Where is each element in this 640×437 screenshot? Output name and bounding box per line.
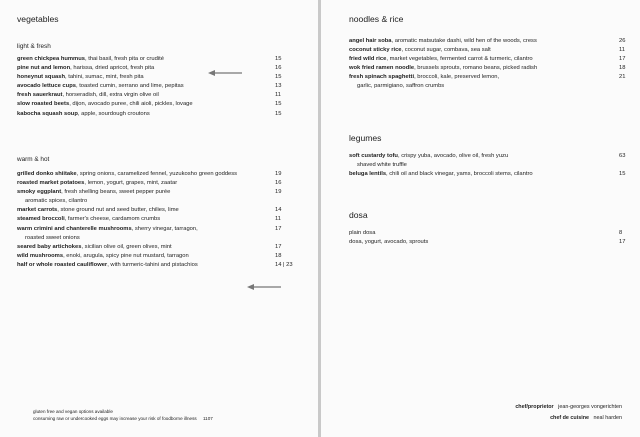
- menu-item-description: , crispy yuba, avocado, olive oil, fresh yuzu: [397, 153, 509, 159]
- menu-item-description: dosa, yogurt, avocado, sprouts: [349, 239, 429, 246]
- menu-item-line: [17, 243, 284, 252]
- menu-item-description: plain dosa: [349, 230, 376, 236]
- menu-item-price: 14 | 23: [275, 261, 293, 268]
- menu-item: [17, 82, 284, 91]
- menu-item-name: honeynut squash: [17, 74, 65, 81]
- menu-item-line: [17, 188, 284, 197]
- menu-item-line: [349, 55, 626, 64]
- menu-item-description: , coconut sugar, combava, sea salt: [401, 47, 491, 54]
- menu-item-price: 11: [275, 216, 282, 223]
- menu-item-description: , spring onions, caramelized fennel, yuzukosho green goddess: [76, 171, 238, 177]
- menu-item-description: , thai basil, fresh pita or crudité: [84, 56, 164, 62]
- menu-item-price: 8: [619, 230, 623, 236]
- menu-item-line: [349, 238, 626, 247]
- menu-item-name: pine nut and lemon: [17, 65, 71, 72]
- menu-item-line: [17, 91, 284, 100]
- menu-item-description: , tahini, sumac, mint, fresh pita: [65, 74, 144, 81]
- menu-item-name: wok fried ramen noodle: [349, 65, 415, 72]
- menu-item: [17, 100, 284, 109]
- health-warning-text: consuming raw or undercooked eggs may increase your risk of foodborne illness: [33, 416, 197, 421]
- menu-item-line: [349, 64, 626, 73]
- menu-item: [17, 179, 284, 188]
- chef-proprietor-credit: [515, 404, 622, 410]
- menu-item-description: , broccoli, kale, preserved lemon,: [414, 74, 500, 81]
- menu-item-line: [349, 73, 626, 82]
- menu-item-description: , toasted cumin, serrano and lime, pepitas: [75, 83, 184, 90]
- menu-item-price: 15: [275, 56, 282, 62]
- menu-item-description: , dijon, avocado puree, chili aioli, pickles, lovage: [69, 101, 193, 108]
- menu-item: [17, 252, 284, 261]
- menu-item-name: angel hair soba: [349, 38, 392, 44]
- menu-item-price: 17: [619, 239, 626, 246]
- menu-item-description: , apple, sourdough croutons: [77, 110, 150, 117]
- menu-item-price: 17: [275, 225, 282, 232]
- footer-dietary-note: gluten free and vegan options available: [33, 409, 113, 414]
- menu-item-description: , lemon, yogurt, grapes, mint, zaatar: [84, 180, 178, 187]
- menu-item-price: 15: [619, 171, 626, 178]
- menu-item-description: , stone ground nut and seed butter, chilies, lime: [57, 207, 179, 214]
- menu-item: [349, 229, 626, 238]
- menu-item-price: 11: [619, 47, 626, 54]
- menu-item-price: 15: [275, 110, 282, 117]
- menu-item-price: 19: [275, 189, 282, 196]
- menu-item-description: , horseradish, dill, extra virgin olive oil: [62, 92, 159, 99]
- menu-item: [349, 73, 626, 91]
- legumes-title: legumes: [349, 133, 382, 143]
- left-menu-page: [0, 0, 318, 437]
- menu-item-name: roasted market potatoes: [17, 180, 85, 187]
- menu-item-price: 14: [275, 207, 282, 214]
- menu-item-price: 15: [275, 101, 282, 108]
- menu-item-description: , farmer's cheese, cardamom crumbs: [64, 216, 161, 223]
- menu-item: [17, 206, 284, 215]
- menu-item: [349, 238, 626, 247]
- footer-health-warning: [33, 415, 213, 422]
- menu-item-description: , with turmeric-tahini and pistachios: [107, 261, 198, 268]
- menu-item-line: [17, 179, 284, 188]
- menu-item-name: avocado lettuce cups: [17, 83, 76, 90]
- legumes-list: [349, 152, 626, 179]
- menu-item-line: [17, 110, 284, 119]
- menu-item-description: , market vegetables, fermented carrot & turmeric, cilantro: [386, 56, 533, 63]
- menu-item: [349, 170, 626, 179]
- menu-item-price: 21: [619, 74, 626, 81]
- light-fresh-heading: light & fresh: [17, 43, 51, 50]
- right-menu-page: [321, 0, 640, 437]
- menu-item-price: 17: [619, 56, 626, 63]
- menu-item-price: 63: [619, 153, 626, 159]
- menu-item-name: beluga lentils: [349, 171, 387, 178]
- menu-item-description: , harissa, dried apricot, fresh pita: [70, 65, 155, 72]
- menu-item-name: green chickpea hummus: [17, 56, 85, 62]
- menu-item-price: 26: [619, 38, 626, 44]
- menu-item-line: [349, 229, 626, 238]
- menu-item-description: , chili oil and black vinegar, yams, broccoli stems, cilantro: [386, 171, 533, 178]
- menu-item-line: [17, 82, 284, 91]
- menu-item: [349, 46, 626, 55]
- menu-item-price: 18: [275, 252, 282, 259]
- cuisine-role: chef de cuisine: [550, 415, 590, 421]
- menu-item: [349, 37, 626, 46]
- menu-item-price: 19: [275, 171, 282, 177]
- menu-item-line: [349, 152, 626, 161]
- menu-item-name: soft custardy tofu: [349, 153, 398, 159]
- menu-item-price: 16: [275, 180, 282, 187]
- menu-item-name: fresh spinach spaghetti: [349, 74, 415, 81]
- menu-item-line: [17, 100, 284, 109]
- menu-item-price: 13: [275, 83, 282, 90]
- light-fresh-list: [17, 55, 284, 119]
- menu-item: [17, 225, 284, 243]
- menu-item-line: [17, 252, 284, 261]
- menu-item-name: slow roasted beets: [17, 101, 70, 108]
- menu-item-price: 16: [275, 65, 282, 72]
- menu-item-name: kabocha squash soup: [17, 110, 78, 117]
- menu-item: [349, 64, 626, 73]
- menu-item-continuation: garlic, parmigiano, saffron crumbs: [357, 83, 445, 90]
- warm-hot-list: [17, 170, 293, 270]
- menu-item-name: steamed broccoli: [17, 216, 65, 223]
- menu-item-name: grilled donko shiitake: [17, 171, 77, 177]
- menu-item-price: 18: [619, 65, 626, 72]
- menu-item-name: market carrots: [17, 207, 58, 214]
- menu-item: [17, 73, 284, 82]
- noodles-rice-list: [349, 37, 626, 92]
- proprietor-role: chef/proprietor: [515, 404, 554, 410]
- menu-item-line: [17, 73, 284, 82]
- proprietor-name: jean-georges vongerichten: [558, 404, 622, 410]
- menu-item-line: [17, 215, 284, 224]
- menu-item-price: 17: [275, 243, 282, 250]
- noodles-rice-title: noodles & rice: [349, 14, 404, 24]
- vegetables-title: vegetables: [17, 14, 59, 24]
- left-arrow-icon: [208, 70, 242, 76]
- menu-item-line: [17, 206, 284, 215]
- menu-item-price: 11: [275, 92, 282, 99]
- menu-item: [17, 188, 284, 206]
- menu-item-name: coconut sticky rice: [349, 47, 402, 54]
- dosa-title: dosa: [349, 210, 368, 220]
- menu-item: [17, 170, 284, 179]
- menu-item-description: , fresh shelling beans, sweet pepper purée: [61, 189, 171, 196]
- menu-item: [17, 215, 284, 224]
- warm-hot-heading: warm & hot: [17, 156, 50, 163]
- menu-item-name: warm crimini and chanterelle mushrooms: [17, 225, 132, 232]
- menu-item-line: [349, 170, 626, 179]
- menu-item-name: fried wild rice: [349, 56, 387, 63]
- menu-item-line: [17, 225, 284, 234]
- menu-item-continuation: roasted sweet onions: [25, 234, 80, 241]
- menu-item: [17, 55, 284, 64]
- menu-item-line: [349, 46, 626, 55]
- menu-item-description: , sicilian olive oil, green olives, mint: [81, 243, 172, 250]
- menu-item-line: [17, 55, 284, 64]
- menu-item: [17, 110, 284, 119]
- menu-item-name: seared baby artichokes: [17, 243, 82, 250]
- chef-de-cuisine-credit: [550, 415, 622, 421]
- menu-item: [349, 152, 626, 170]
- menu-item-line: [17, 64, 284, 73]
- menu-item-description: , aromatic matsutake dashi, wild hen of the woods, cress: [391, 38, 537, 44]
- menu-item-description: , sherry vinegar, tarragon,: [131, 225, 198, 232]
- menu-item-line: [17, 261, 293, 270]
- dosa-list: [349, 229, 626, 247]
- menu-item-description: , brussels sprouts, romano beans, picked radish: [414, 65, 538, 72]
- menu-item-line: [349, 37, 626, 46]
- menu-item: [17, 91, 284, 100]
- menu-item-name: half or whole roasted cauliflower: [17, 261, 108, 268]
- menu-code: 1107: [202, 416, 213, 421]
- menu-item-continuation: shaved white truffle: [357, 162, 407, 169]
- menu-item-name: wild mushrooms: [17, 252, 64, 259]
- menu-item: [17, 64, 284, 73]
- menu-item-line: [17, 170, 284, 179]
- menu-item: [349, 55, 626, 64]
- menu-item: [17, 243, 284, 252]
- menu-item-price: 15: [275, 74, 282, 81]
- cuisine-name: neal harden: [593, 415, 622, 421]
- menu-item-name: smoky eggplant: [17, 189, 62, 196]
- menu-item-description: , enoki, arugula, spicy pine nut mustard, tarragon: [63, 252, 189, 259]
- left-arrow-icon: [247, 284, 281, 290]
- menu-item-continuation: aromatic spices, cilantro: [25, 198, 88, 205]
- menu-item-name: fresh sauerkraut: [17, 92, 63, 99]
- menu-item: [17, 261, 293, 270]
